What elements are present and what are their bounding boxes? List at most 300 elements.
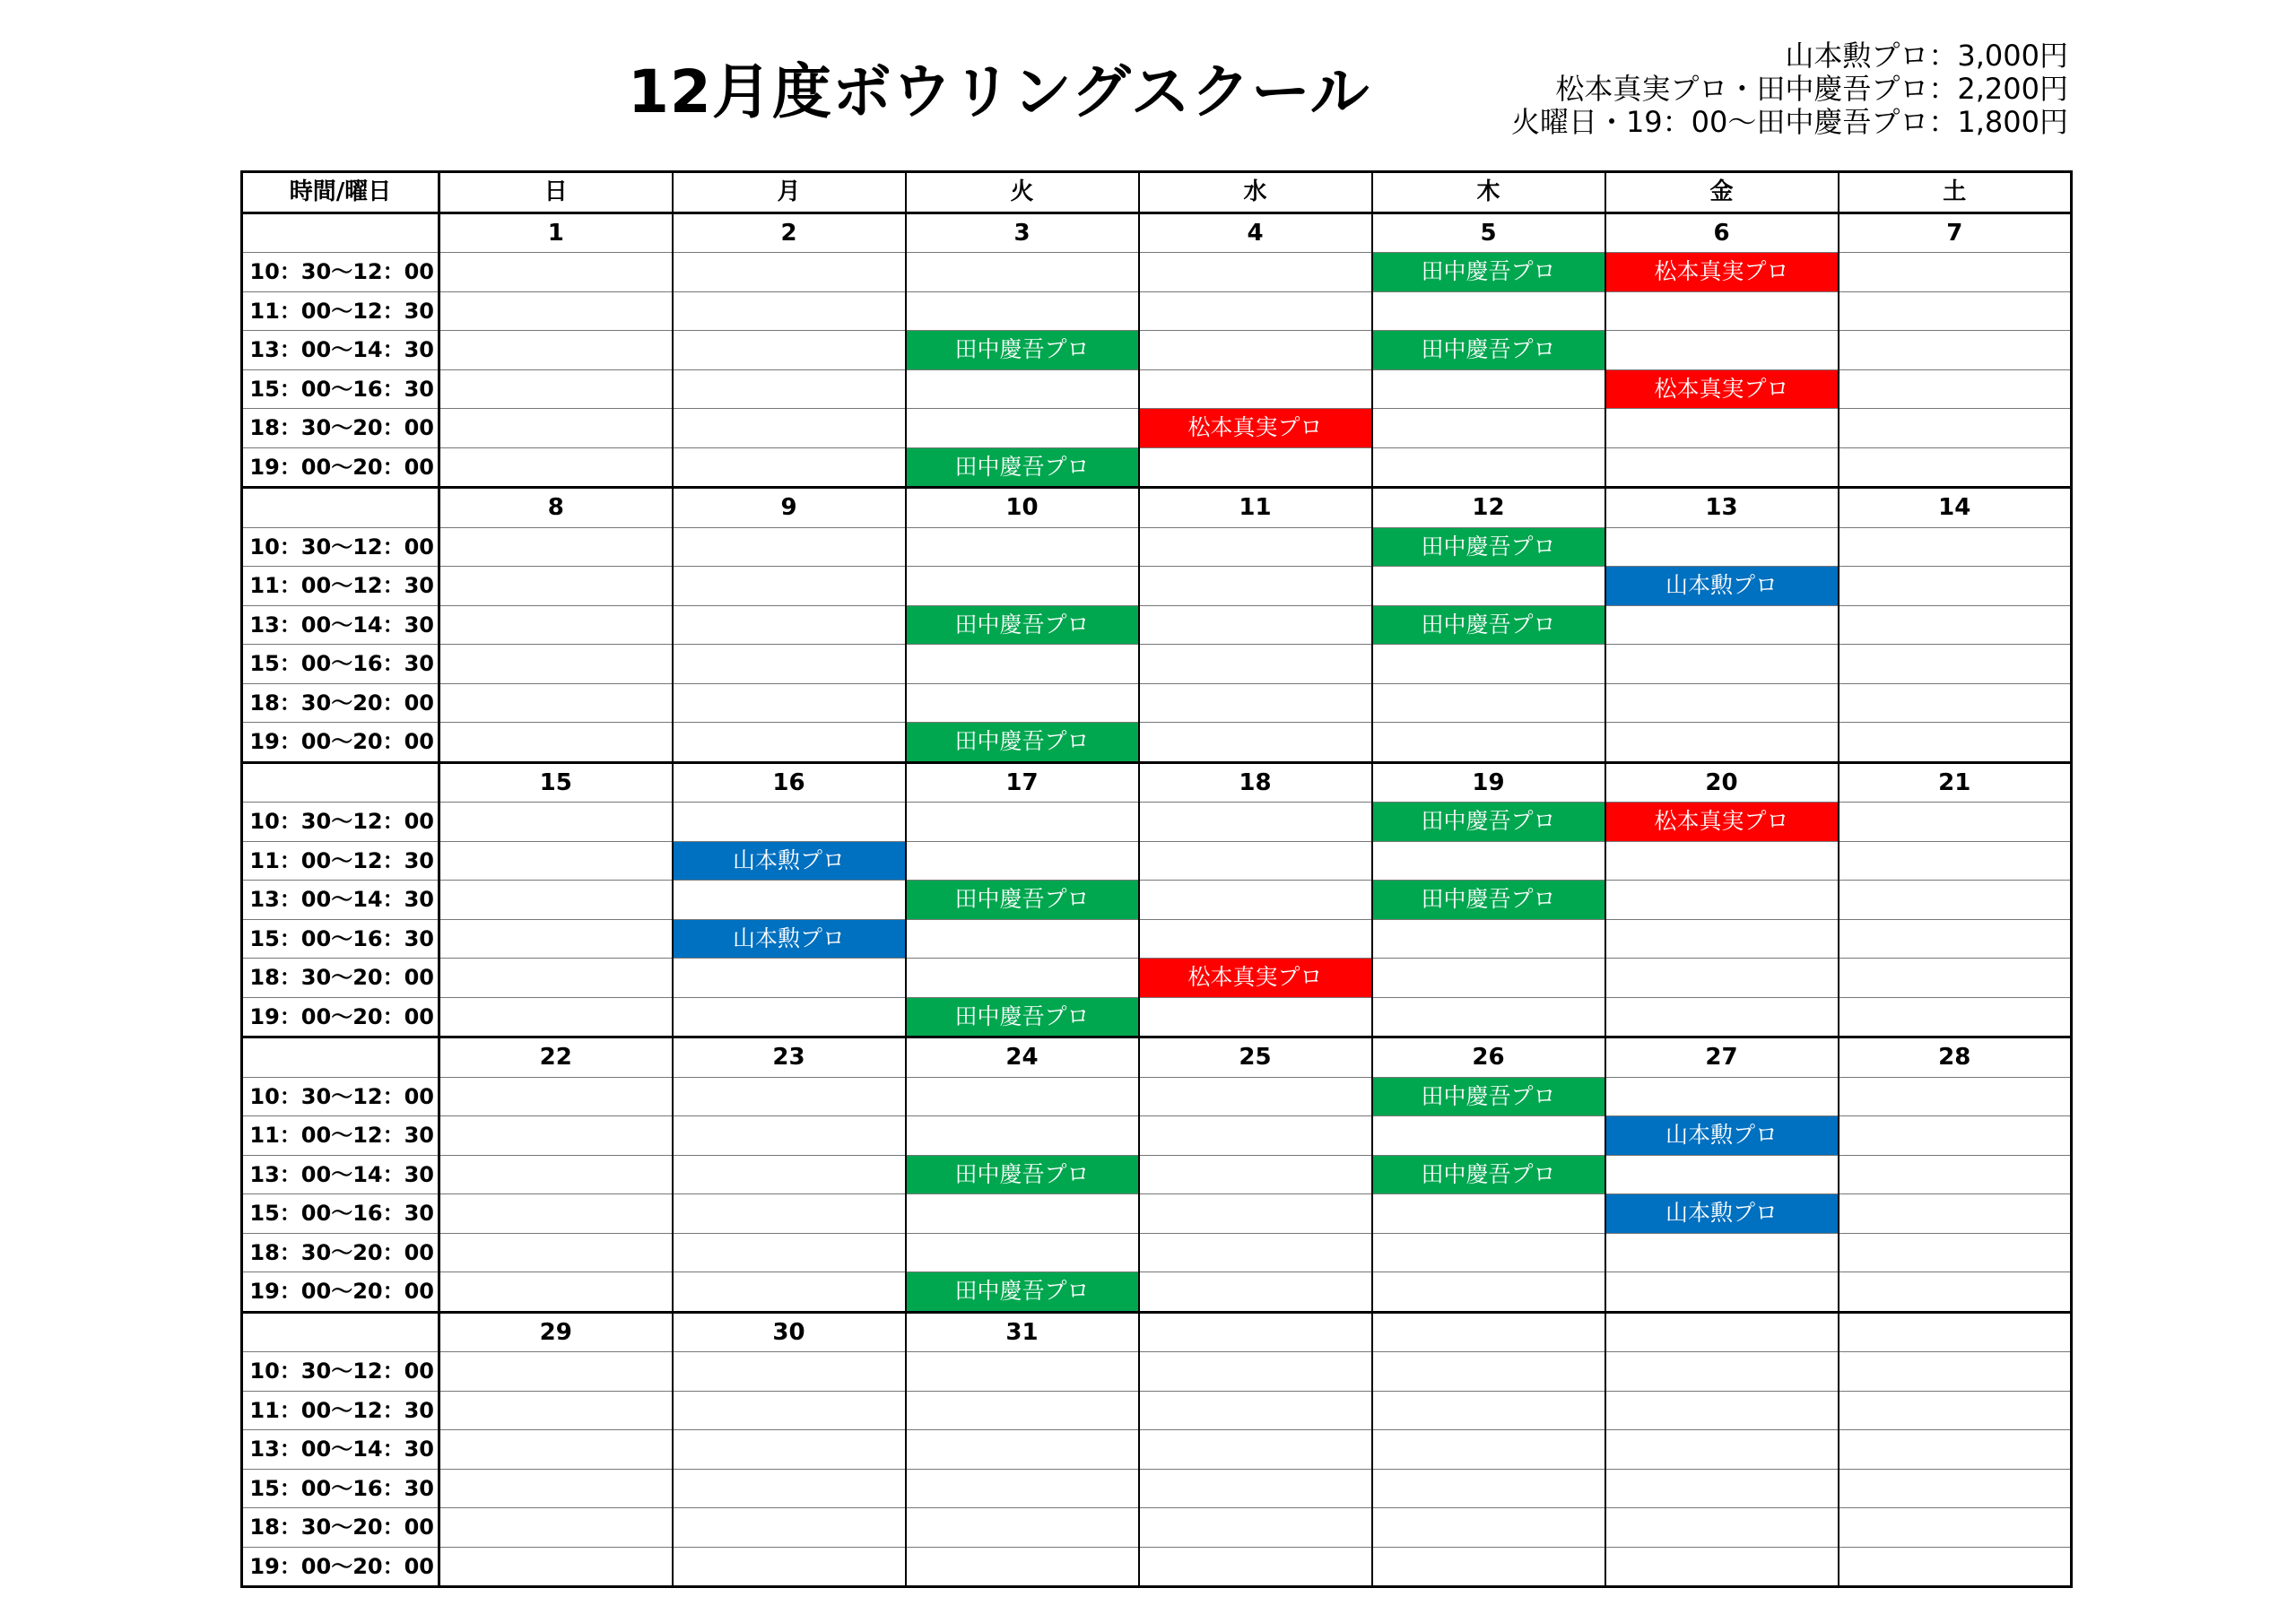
empty-slot bbox=[1372, 1272, 1605, 1313]
empty-slot bbox=[1139, 1272, 1372, 1313]
empty-slot bbox=[1839, 369, 2072, 409]
empty-slot bbox=[1605, 1352, 1839, 1392]
empty-slot bbox=[673, 605, 906, 645]
empty-slot bbox=[1605, 645, 1839, 684]
date-row-spacer bbox=[242, 762, 439, 803]
empty-slot bbox=[1839, 1352, 2072, 1392]
time-slot-row bbox=[242, 1547, 2072, 1587]
time-slot-row bbox=[242, 447, 2072, 488]
empty-slot bbox=[439, 1469, 673, 1508]
empty-slot bbox=[906, 567, 1139, 606]
empty-slot bbox=[1139, 723, 1372, 763]
lesson-cell: 田中慶吾プロ bbox=[1372, 803, 1605, 842]
empty-slot bbox=[1839, 1391, 2072, 1430]
time-slot-row bbox=[242, 683, 2072, 723]
empty-slot bbox=[439, 1233, 673, 1272]
date-row bbox=[242, 762, 2072, 803]
empty-slot bbox=[1139, 1077, 1372, 1116]
price-line: 山本勲プロ：3,000円 bbox=[1785, 39, 2068, 73]
empty-slot bbox=[673, 1352, 906, 1392]
empty-slot bbox=[1605, 1469, 1839, 1508]
time-slot-label: 18：30～20：00 bbox=[242, 1508, 439, 1548]
time-slot-row bbox=[242, 803, 2072, 842]
time-slot-label: 11：00～12：30 bbox=[242, 1116, 439, 1156]
empty-slot bbox=[1605, 1272, 1839, 1313]
empty-slot bbox=[1605, 1391, 1839, 1430]
empty-slot bbox=[1139, 841, 1372, 881]
date-row bbox=[242, 1037, 2072, 1078]
empty-slot bbox=[439, 997, 673, 1037]
empty-slot bbox=[1839, 1547, 2072, 1587]
empty-slot bbox=[1839, 1077, 2072, 1116]
empty-slot bbox=[1605, 447, 1839, 488]
empty-slot bbox=[673, 1391, 906, 1430]
empty-slot bbox=[906, 253, 1139, 292]
empty-slot bbox=[439, 1272, 673, 1313]
lesson-cell: 山本勲プロ bbox=[673, 841, 906, 881]
empty-slot bbox=[439, 605, 673, 645]
empty-slot bbox=[906, 1508, 1139, 1548]
empty-slot bbox=[673, 1116, 906, 1156]
empty-slot bbox=[673, 567, 906, 606]
empty-slot bbox=[1139, 291, 1372, 331]
empty-slot bbox=[1605, 291, 1839, 331]
empty-slot bbox=[1139, 369, 1372, 409]
empty-slot bbox=[439, 1077, 673, 1116]
date-number: 4 bbox=[1139, 213, 1372, 253]
date-row-spacer bbox=[242, 213, 439, 253]
price-line: 松本真実プロ・田中慶吾プロ：2,200円 bbox=[1555, 72, 2068, 106]
time-slot-row bbox=[242, 1352, 2072, 1392]
empty-slot bbox=[1839, 723, 2072, 763]
empty-slot bbox=[1605, 527, 1839, 567]
empty-slot bbox=[1372, 1508, 1605, 1548]
lesson-cell: 山本勲プロ bbox=[1605, 1194, 1839, 1234]
time-slot-label: 11：00～12：30 bbox=[242, 291, 439, 331]
empty-slot bbox=[439, 527, 673, 567]
empty-slot bbox=[673, 1233, 906, 1272]
date-number: 31 bbox=[906, 1312, 1139, 1352]
date-row-spacer bbox=[242, 1037, 439, 1078]
weekday-header: 月 bbox=[673, 172, 906, 213]
time-slot-label: 15：00～16：30 bbox=[242, 919, 439, 959]
weekday-header: 日 bbox=[439, 172, 673, 213]
empty-slot bbox=[1839, 605, 2072, 645]
empty-slot bbox=[1372, 683, 1605, 723]
empty-slot bbox=[1839, 683, 2072, 723]
empty-slot bbox=[1139, 253, 1372, 292]
empty-slot bbox=[439, 409, 673, 448]
empty-slot bbox=[906, 369, 1139, 409]
empty-slot bbox=[1839, 803, 2072, 842]
empty-slot bbox=[906, 841, 1139, 881]
empty-slot bbox=[439, 959, 673, 998]
empty-slot bbox=[906, 645, 1139, 684]
empty-slot bbox=[1839, 1155, 2072, 1194]
empty-slot bbox=[673, 959, 906, 998]
empty-slot bbox=[1139, 1194, 1372, 1234]
date-number: 14 bbox=[1839, 488, 2072, 528]
time-slot-row bbox=[242, 881, 2072, 920]
empty-slot bbox=[673, 803, 906, 842]
empty-slot bbox=[1139, 997, 1372, 1037]
time-slot-row bbox=[242, 527, 2072, 567]
empty-slot bbox=[439, 253, 673, 292]
empty-slot bbox=[673, 1077, 906, 1116]
time-slot-row bbox=[242, 253, 2072, 292]
empty-slot bbox=[1839, 841, 2072, 881]
time-slot-label: 18：30～20：00 bbox=[242, 683, 439, 723]
date-number: 16 bbox=[673, 762, 906, 803]
time-slot-row bbox=[242, 369, 2072, 409]
date-number: 8 bbox=[439, 488, 673, 528]
empty-slot bbox=[1139, 645, 1372, 684]
date-number: 12 bbox=[1372, 488, 1605, 528]
date-row-spacer bbox=[242, 488, 439, 528]
empty-slot bbox=[439, 567, 673, 606]
empty-slot bbox=[1372, 1352, 1605, 1392]
lesson-cell: 松本真実プロ bbox=[1139, 409, 1372, 448]
date-number bbox=[1372, 1312, 1605, 1352]
weekday-header: 木 bbox=[1372, 172, 1605, 213]
time-slot-label: 11：00～12：30 bbox=[242, 567, 439, 606]
empty-slot bbox=[1139, 447, 1372, 488]
date-number: 7 bbox=[1839, 213, 2072, 253]
time-slot-label: 15：00～16：30 bbox=[242, 645, 439, 684]
date-number: 30 bbox=[673, 1312, 906, 1352]
empty-slot bbox=[1839, 1430, 2072, 1470]
empty-slot bbox=[1372, 447, 1605, 488]
time-slot-row bbox=[242, 1194, 2072, 1234]
empty-slot bbox=[1839, 291, 2072, 331]
time-slot-label: 15：00～16：30 bbox=[242, 1469, 439, 1508]
empty-slot bbox=[1839, 645, 2072, 684]
lesson-cell: 田中慶吾プロ bbox=[906, 881, 1139, 920]
empty-slot bbox=[439, 723, 673, 763]
lesson-cell: 田中慶吾プロ bbox=[906, 997, 1139, 1037]
empty-slot bbox=[1605, 331, 1839, 370]
empty-slot bbox=[1839, 1116, 2072, 1156]
empty-slot bbox=[673, 369, 906, 409]
time-slot-row bbox=[242, 1272, 2072, 1313]
empty-slot bbox=[1139, 1116, 1372, 1156]
empty-slot bbox=[439, 1391, 673, 1430]
time-slot-label: 18：30～20：00 bbox=[242, 959, 439, 998]
empty-slot bbox=[1605, 919, 1839, 959]
empty-slot bbox=[1839, 1508, 2072, 1548]
time-slot-row bbox=[242, 1077, 2072, 1116]
empty-slot bbox=[439, 645, 673, 684]
lesson-cell: 山本勲プロ bbox=[1605, 567, 1839, 606]
empty-slot bbox=[439, 683, 673, 723]
empty-slot bbox=[1372, 1469, 1605, 1508]
empty-slot bbox=[673, 997, 906, 1037]
date-number: 6 bbox=[1605, 213, 1839, 253]
date-number: 5 bbox=[1372, 213, 1605, 253]
empty-slot bbox=[1372, 291, 1605, 331]
date-number: 11 bbox=[1139, 488, 1372, 528]
empty-slot bbox=[1372, 567, 1605, 606]
time-slot-row bbox=[242, 1391, 2072, 1430]
lesson-cell: 松本真実プロ bbox=[1605, 369, 1839, 409]
empty-slot bbox=[1139, 1391, 1372, 1430]
empty-slot bbox=[906, 803, 1139, 842]
time-slot-label: 13：00～14：30 bbox=[242, 1430, 439, 1470]
lesson-cell: 田中慶吾プロ bbox=[906, 723, 1139, 763]
empty-slot bbox=[1605, 959, 1839, 998]
time-slot-row bbox=[242, 1155, 2072, 1194]
date-number: 26 bbox=[1372, 1037, 1605, 1078]
date-number: 21 bbox=[1839, 762, 2072, 803]
time-slot-label: 19：00～20：00 bbox=[242, 447, 439, 488]
empty-slot bbox=[1839, 409, 2072, 448]
empty-slot bbox=[673, 331, 906, 370]
date-number: 24 bbox=[906, 1037, 1139, 1078]
schedule-calendar bbox=[240, 170, 2073, 1588]
time-slot-label: 18：30～20：00 bbox=[242, 1233, 439, 1272]
time-slot-row bbox=[242, 1469, 2072, 1508]
empty-slot bbox=[1372, 841, 1605, 881]
date-number: 25 bbox=[1139, 1037, 1372, 1078]
empty-slot bbox=[1605, 605, 1839, 645]
lesson-cell: 松本真実プロ bbox=[1605, 253, 1839, 292]
empty-slot bbox=[1605, 1547, 1839, 1587]
empty-slot bbox=[1139, 683, 1372, 723]
date-number: 29 bbox=[439, 1312, 673, 1352]
empty-slot bbox=[906, 1469, 1139, 1508]
time-slot-label: 13：00～14：30 bbox=[242, 881, 439, 920]
empty-slot bbox=[1605, 1155, 1839, 1194]
empty-slot bbox=[439, 291, 673, 331]
time-slot-row bbox=[242, 1116, 2072, 1156]
empty-slot bbox=[673, 1430, 906, 1470]
empty-slot bbox=[439, 331, 673, 370]
empty-slot bbox=[673, 1547, 906, 1587]
empty-slot bbox=[673, 527, 906, 567]
weekday-header: 水 bbox=[1139, 172, 1372, 213]
empty-slot bbox=[1839, 997, 2072, 1037]
empty-slot bbox=[439, 369, 673, 409]
date-number: 1 bbox=[439, 213, 673, 253]
empty-slot bbox=[439, 1430, 673, 1470]
empty-slot bbox=[1839, 919, 2072, 959]
time-slot-row bbox=[242, 331, 2072, 370]
date-number: 22 bbox=[439, 1037, 673, 1078]
date-number bbox=[1839, 1312, 2072, 1352]
empty-slot bbox=[1605, 409, 1839, 448]
empty-slot bbox=[1372, 1391, 1605, 1430]
lesson-cell: 田中慶吾プロ bbox=[1372, 1155, 1605, 1194]
empty-slot bbox=[1839, 331, 2072, 370]
lesson-cell: 田中慶吾プロ bbox=[1372, 527, 1605, 567]
empty-slot bbox=[1605, 841, 1839, 881]
date-number: 17 bbox=[906, 762, 1139, 803]
empty-slot bbox=[673, 1469, 906, 1508]
time-slot-label: 19：00～20：00 bbox=[242, 1547, 439, 1587]
empty-slot bbox=[439, 803, 673, 842]
empty-slot bbox=[1839, 527, 2072, 567]
empty-slot bbox=[1139, 1155, 1372, 1194]
time-slot-label: 19：00～20：00 bbox=[242, 997, 439, 1037]
empty-slot bbox=[1139, 1508, 1372, 1548]
empty-slot bbox=[1372, 409, 1605, 448]
empty-slot bbox=[1372, 959, 1605, 998]
time-slot-row bbox=[242, 919, 2072, 959]
empty-slot bbox=[1139, 919, 1372, 959]
date-number: 3 bbox=[906, 213, 1139, 253]
date-number: 10 bbox=[906, 488, 1139, 528]
empty-slot bbox=[906, 1547, 1139, 1587]
empty-slot bbox=[1139, 881, 1372, 920]
empty-slot bbox=[1139, 1547, 1372, 1587]
empty-slot bbox=[439, 1508, 673, 1548]
time-slot-label: 10：30～12：00 bbox=[242, 527, 439, 567]
time-slot-label: 19：00～20：00 bbox=[242, 723, 439, 763]
date-number: 15 bbox=[439, 762, 673, 803]
lesson-cell: 田中慶吾プロ bbox=[906, 447, 1139, 488]
empty-slot bbox=[673, 1272, 906, 1313]
empty-slot bbox=[1605, 1508, 1839, 1548]
empty-slot bbox=[1372, 1233, 1605, 1272]
empty-slot bbox=[673, 253, 906, 292]
empty-slot bbox=[673, 645, 906, 684]
empty-slot bbox=[439, 447, 673, 488]
empty-slot bbox=[439, 1194, 673, 1234]
empty-slot bbox=[1139, 567, 1372, 606]
time-slot-label: 13：00～14：30 bbox=[242, 605, 439, 645]
time-slot-label: 19：00～20：00 bbox=[242, 1272, 439, 1313]
time-slot-label: 13：00～14：30 bbox=[242, 331, 439, 370]
empty-slot bbox=[1372, 1194, 1605, 1234]
lesson-cell: 田中慶吾プロ bbox=[1372, 331, 1605, 370]
date-number: 27 bbox=[1605, 1037, 1839, 1078]
weekday-header-row bbox=[242, 172, 2072, 213]
empty-slot bbox=[1605, 1233, 1839, 1272]
empty-slot bbox=[673, 881, 906, 920]
lesson-cell: 田中慶吾プロ bbox=[906, 331, 1139, 370]
lesson-cell: 田中慶吾プロ bbox=[1372, 1077, 1605, 1116]
empty-slot bbox=[1372, 1430, 1605, 1470]
empty-slot bbox=[1839, 1272, 2072, 1313]
weekday-header: 土 bbox=[1839, 172, 2072, 213]
time-slot-label: 15：00～16：30 bbox=[242, 369, 439, 409]
date-number: 20 bbox=[1605, 762, 1839, 803]
empty-slot bbox=[673, 683, 906, 723]
date-number: 28 bbox=[1839, 1037, 2072, 1078]
date-row-spacer bbox=[242, 1312, 439, 1352]
lesson-cell: 田中慶吾プロ bbox=[906, 1155, 1139, 1194]
empty-slot bbox=[1605, 723, 1839, 763]
empty-slot bbox=[906, 1233, 1139, 1272]
calendar-body bbox=[242, 213, 2072, 1587]
empty-slot bbox=[439, 841, 673, 881]
time-slot-label: 11：00～12：30 bbox=[242, 1391, 439, 1430]
empty-slot bbox=[906, 919, 1139, 959]
time-slot-label: 10：30～12：00 bbox=[242, 1352, 439, 1392]
lesson-cell: 松本真実プロ bbox=[1139, 959, 1372, 998]
empty-slot bbox=[1139, 1352, 1372, 1392]
date-row bbox=[242, 1312, 2072, 1352]
time-slot-row bbox=[242, 291, 2072, 331]
empty-slot bbox=[1372, 723, 1605, 763]
time-slot-row bbox=[242, 959, 2072, 998]
empty-slot bbox=[1372, 369, 1605, 409]
time-slot-row bbox=[242, 841, 2072, 881]
time-slot-label: 10：30～12：00 bbox=[242, 253, 439, 292]
date-row bbox=[242, 488, 2072, 528]
empty-slot bbox=[906, 1430, 1139, 1470]
empty-slot bbox=[1605, 1077, 1839, 1116]
empty-slot bbox=[1372, 645, 1605, 684]
empty-slot bbox=[673, 409, 906, 448]
empty-slot bbox=[1839, 253, 2072, 292]
weekday-header: 金 bbox=[1605, 172, 1839, 213]
lesson-cell: 山本勲プロ bbox=[673, 919, 906, 959]
date-number: 23 bbox=[673, 1037, 906, 1078]
lesson-cell: 松本真実プロ bbox=[1605, 803, 1839, 842]
time-slot-row bbox=[242, 645, 2072, 684]
date-number: 19 bbox=[1372, 762, 1605, 803]
time-slot-label: 10：30～12：00 bbox=[242, 1077, 439, 1116]
time-slot-label: 11：00～12：30 bbox=[242, 841, 439, 881]
empty-slot bbox=[1605, 1430, 1839, 1470]
empty-slot bbox=[673, 723, 906, 763]
empty-slot bbox=[439, 1116, 673, 1156]
empty-slot bbox=[1605, 997, 1839, 1037]
empty-slot bbox=[439, 1352, 673, 1392]
empty-slot bbox=[1372, 997, 1605, 1037]
time-slot-label: 13：00～14：30 bbox=[242, 1155, 439, 1194]
empty-slot bbox=[1839, 567, 2072, 606]
page-title: 12月度ボウリングスクール bbox=[628, 57, 1370, 126]
empty-slot bbox=[1839, 959, 2072, 998]
date-number: 9 bbox=[673, 488, 906, 528]
lesson-cell: 田中慶吾プロ bbox=[1372, 881, 1605, 920]
price-line: 火曜日・19：00～田中慶吾プロ：1,800円 bbox=[1510, 105, 2068, 139]
empty-slot bbox=[1139, 803, 1372, 842]
time-slot-label: 15：00～16：30 bbox=[242, 1194, 439, 1234]
time-slot-row bbox=[242, 409, 2072, 448]
empty-slot bbox=[1139, 1233, 1372, 1272]
empty-slot bbox=[1839, 447, 2072, 488]
weekday-header: 火 bbox=[906, 172, 1139, 213]
empty-slot bbox=[1372, 1116, 1605, 1156]
empty-slot bbox=[1605, 881, 1839, 920]
time-slot-row bbox=[242, 997, 2072, 1037]
empty-slot bbox=[906, 1194, 1139, 1234]
time-slot-row bbox=[242, 723, 2072, 763]
date-number bbox=[1605, 1312, 1839, 1352]
empty-slot bbox=[906, 1077, 1139, 1116]
lesson-cell: 田中慶吾プロ bbox=[906, 1272, 1139, 1313]
empty-slot bbox=[906, 683, 1139, 723]
empty-slot bbox=[906, 1352, 1139, 1392]
empty-slot bbox=[439, 1547, 673, 1587]
empty-slot bbox=[439, 1155, 673, 1194]
empty-slot bbox=[1839, 1469, 2072, 1508]
date-number: 18 bbox=[1139, 762, 1372, 803]
empty-slot bbox=[906, 409, 1139, 448]
empty-slot bbox=[1839, 1233, 2072, 1272]
empty-slot bbox=[1139, 527, 1372, 567]
empty-slot bbox=[1372, 919, 1605, 959]
empty-slot bbox=[673, 1155, 906, 1194]
lesson-cell: 田中慶吾プロ bbox=[1372, 253, 1605, 292]
date-number bbox=[1139, 1312, 1372, 1352]
lesson-cell: 田中慶吾プロ bbox=[906, 605, 1139, 645]
empty-slot bbox=[439, 919, 673, 959]
time-slot-row bbox=[242, 1430, 2072, 1470]
